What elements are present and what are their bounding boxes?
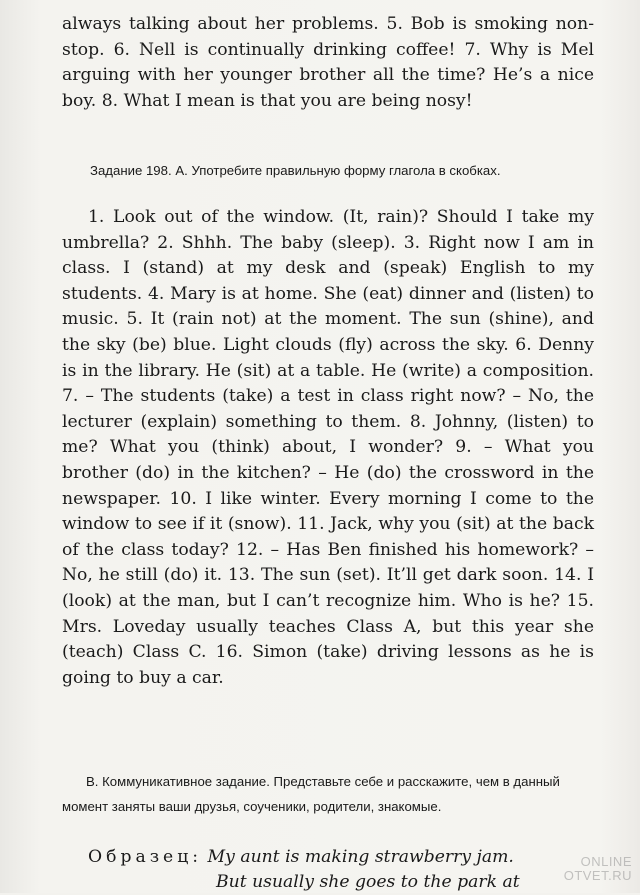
task-b-instruction: B. Коммуникативное задание. Представьте себе и расскажите, чем в данный момент заняты ваши друзья, соученики, родители, знакомые. [62,774,560,814]
sample-line-2: But usually she goes to the park at [216,872,520,892]
top-paragraph: always talking about her problems. 5. Bob is smoking non-stop. 6. Nell is continually drinking coffee! 7. Why is Mel arguing with her younger brother all the time? He’s a nice boy. 8. What I mean is that you are being nosy! [62,14,594,111]
sample-line-1: My aunt is making strawberry jam. [207,847,514,867]
sample-block [88,845,608,895]
watermark-line-2: OTVET.RU [563,868,632,883]
task-198-label: Задание 198. [90,163,172,178]
task-198-instruction: А. Употребите правильную форму глагола в скобках. [175,163,501,178]
watermark-line-1: ONLINE [580,854,632,869]
watermark [564,855,632,883]
exercise-text: 1. Look out of the window. (It, rain)? Should I take my umbrella? 2. Shhh. The baby (sleep). 3. Right now I am in class. I (stand) at my desk and (speak) English to my students. 4. Mary is at home. She (eat) dinner and (listen) to music. 5. It (rain not) at the moment. The sun (shine), and the sky (be) blue. Light clouds (fly) across the sky. 6. Denny is in the library. He (sit) at a table. He (write) a composition. 7. – The students (take) a test in class right now? – No, the lecturer (explain) something to them. 8. Johnny, (listen) to me? What you (think) about, I wonder? 9. – What you brother (do) in the kitchen? – He (do) the crossword in the newspaper. 10. I like winter. Every morning I come to the window to see if it (snow). 11. Jack, why you (sit) at the back of the class today? 12. – Has Ben finished his homework? – No, he still (do) it. 13. The sun (set). It’ll get dark soon. 14. I (look) at the man, but I can’t recognize him. Who is he? 15. Mrs. Loveday usually teaches Class A, but this year she (teach) Class C. 16. Simon (take) driving lessons as he is going to buy a car. [62,207,594,688]
sample-label: Образец: [88,847,203,867]
task-198-header [90,162,590,180]
